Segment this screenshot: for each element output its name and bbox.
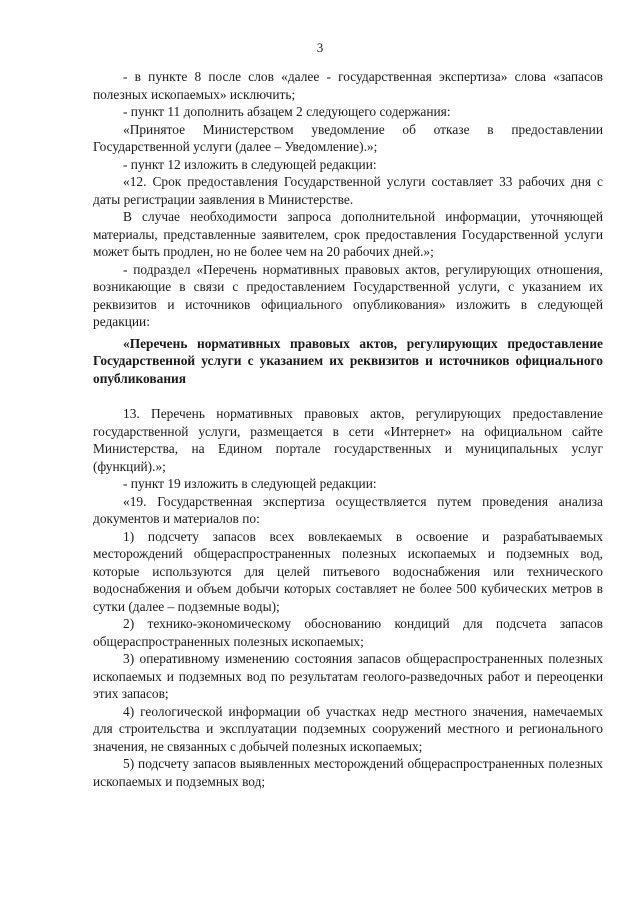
paragraph: - в пункте 8 после слов «далее - государственная экспертиза» слова «запасов полезных ископаемых» исключить; [93,69,603,102]
paragraph: «12. Срок предоставления Государственной услуги составляет 33 рабочих дня с даты регистрации заявления в Министерстве. [93,174,603,207]
paragraph: В случае необходимости запроса дополнительной информации, уточняющей материалы, представленные заявителем, срок предоставления Государственной услуги может быть продлен, но не более чем на 20 рабочих дней.»; [93,209,603,259]
paragraph: 13. Перечень нормативных правовых актов, регулирующих предоставление государственной услуги, размещается в сети «Интернет» на официальном сайте Министерства, на Едином портале государственных и муниципальных услуг (функций).»; [93,406,603,474]
paragraph: «Принятое Министерством уведомление об отказе в предоставлении Государственной услуги (далее – Уведомление).»; [93,121,603,154]
paragraph: - пункт 12 изложить в следующей редакции: [123,156,377,172]
list-item: 1) подсчету запасов всех вовлекаемых в освоение и разрабатываемых месторождений общераспространенных полезных ископаемых и подземных вод, которые используются для целей питьевого водоснабжения или технического водоснабжения и объем добычи которых составляет не более 500 кубических метров в сутки (далее – подземные воды); [93,528,603,614]
list-item: 4) геологической информации об участках недр местного значения, намечаемых для строительства и эксплуатации подземных сооружений местного и регионального значения, не связанных с добычей полезных ископаемых; [93,703,603,754]
paragraph: «19. Государственная экспертиза осуществляется путем проведения анализа документов и материалов по: [93,493,603,526]
list-item: 3) оперативному изменению состояния запасов общераспространенных полезных ископаемых и подземных вод по результатам геолого-разведочных работ и переоценки этих запасов; [93,651,603,701]
list-item: 2) технико-экономическому обоснованию кондиций для подсчета запасов общераспространенных полезных ископаемых; [93,616,603,649]
list-item: 5) подсчету запасов выявленных месторождений общераспространенных полезных ископаемых и подземных вод; [93,756,603,789]
paragraph: - пункт 19 изложить в следующей редакции: [123,476,377,491]
document-body [93,68,603,790]
paragraph: - подраздел «Перечень нормативных правовых актов, регулирующих отношения, возникающие в связи с предоставлением Государственной услуги, с указанием их реквизитов и источников официального опубликования» изложить в следующей редакции: [93,261,603,329]
page-number: 3 [316,40,324,55]
paragraph: - пункт 11 дополнить абзацем 2 следующего содержания: [123,104,451,119]
section-heading: «Перечень нормативных правовых актов, регулирующих предоставление Государственной услуги с указанием их реквизитов и источников официального опубликования [93,335,603,386]
